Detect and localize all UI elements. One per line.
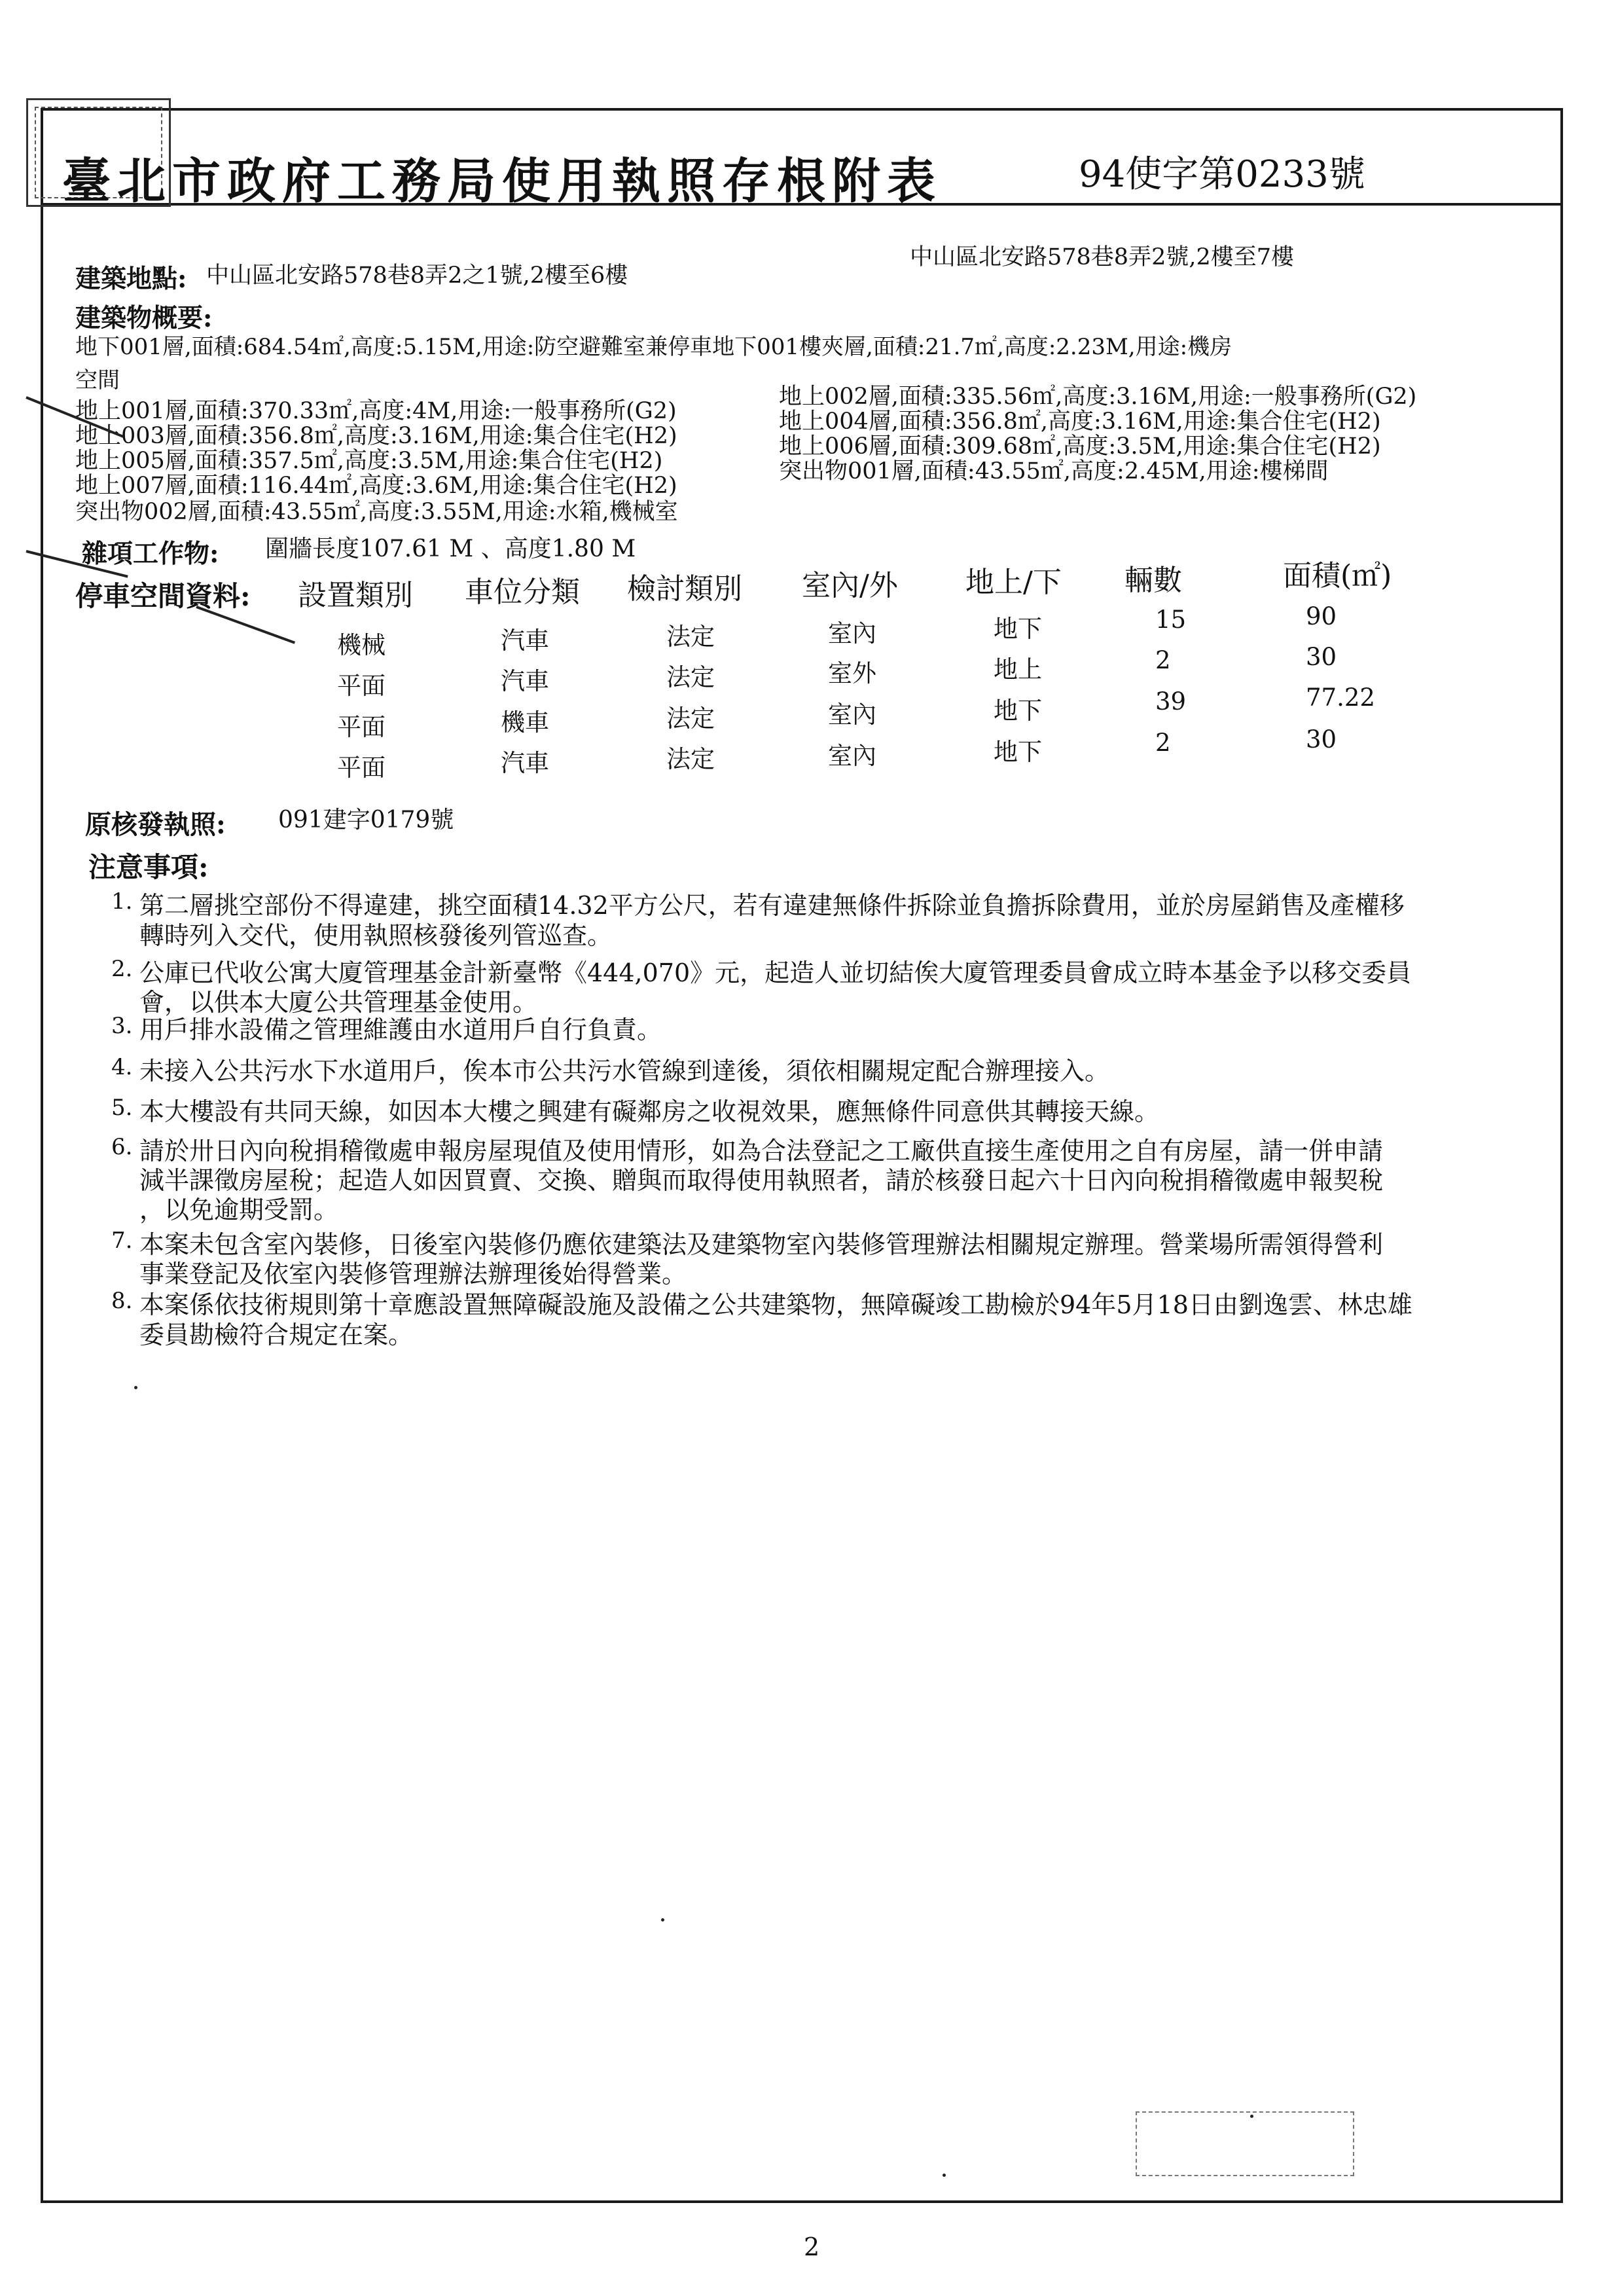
- parking-cell: 平面: [337, 754, 386, 782]
- document-title: 臺北市政府工務局使用執照存根附表: [62, 153, 942, 210]
- misc-work-label: 雜項工作物:: [82, 539, 219, 569]
- note-line: 減半課徵房屋稅；起造人如因買賣、交換、贈與而取得使用執照者，請於核發日起六十日內向稅捐稽徵處申報契稅: [139, 1166, 1384, 1195]
- summary-floor-right: 地上002層,面積:335.56㎡,高度:3.16M,用途:一般事務所(G2): [779, 384, 1417, 410]
- note-number: 8.: [111, 1288, 133, 1314]
- note-number: 7.: [111, 1228, 133, 1254]
- note-line: 委員勘檢符合規定在案。: [139, 1321, 414, 1349]
- parking-cell: 室外: [828, 659, 876, 687]
- note-number: 4.: [111, 1054, 133, 1080]
- summary-basement-cont: 空間: [75, 367, 120, 393]
- parking-cell: 室內: [828, 701, 876, 729]
- parking-cell: 77.22: [1306, 683, 1375, 712]
- page-number: 2: [804, 2232, 820, 2261]
- summary-label: 建築物概要:: [75, 303, 213, 333]
- note-line: 本大樓設有共同天線，如因本大樓之興建有礙鄰房之收視效果，應無條件同意供其轉接天線。: [139, 1097, 1160, 1126]
- scan-speck: [943, 2174, 946, 2177]
- scan-speck: [134, 1386, 137, 1389]
- parking-cell: 2: [1155, 729, 1171, 757]
- note-line: 公庫已代收公寓大廈管理基金計新臺幣《444,070》元，起造人並切結俟大廈管理委員會成立時本基金予以移交委員: [139, 958, 1412, 987]
- parking-cell: 2: [1155, 646, 1171, 674]
- site-address-1: 中山區北安路578巷8弄2之1號,2樓至6樓: [206, 263, 628, 289]
- parking-cell: 30: [1306, 725, 1337, 754]
- parking-header: 檢討類別: [627, 572, 742, 606]
- summary-floor-left: 突出物002層,面積:43.55㎡,高度:3.55M,用途:水箱,機械室: [75, 499, 678, 525]
- parking-header: 室內/外: [802, 569, 898, 602]
- summary-floor-left: 地上005層,面積:357.5㎡,高度:3.5M,用途:集合住宅(H2): [75, 448, 663, 474]
- original-permit-value: 091建字0179號: [278, 807, 454, 833]
- note-number: 5.: [111, 1095, 133, 1121]
- summary-floor-left: 地上003層,面積:356.8㎡,高度:3.16M,用途:集合住宅(H2): [75, 423, 677, 449]
- summary-floor-left: 地上001層,面積:370.33㎡,高度:4M,用途:一般事務所(G2): [75, 398, 677, 424]
- summary-floor-right: 地上006層,面積:309.68㎡,高度:3.5M,用途:集合住宅(H2): [779, 433, 1381, 460]
- note-number: 6.: [111, 1134, 133, 1160]
- note-line: 請於卅日內向稅捐稽徵處申報房屋現值及使用情形，如為合法登記之工廠供直接生產使用之自有房屋，請一併申請: [139, 1137, 1384, 1165]
- original-permit-label: 原核發執照:: [85, 809, 226, 840]
- note-number: 3.: [111, 1013, 133, 1039]
- parking-cell: 15: [1155, 606, 1187, 634]
- parking-header: 車位分類: [465, 575, 580, 609]
- seal-mark: [1136, 2111, 1354, 2176]
- misc-work-value: 圍牆長度107.61 M 、高度1.80 M: [265, 536, 636, 562]
- parking-cell: 機械: [337, 631, 386, 659]
- parking-cell: 汽車: [501, 627, 549, 655]
- parking-header: 設置類別: [298, 579, 413, 612]
- note-line: 本案未包含室內裝修，日後室內裝修仍應依建築法及建築物室內裝修管理辦法相關規定辦理。營業場所需領得營利: [139, 1230, 1384, 1259]
- site-label: 建築地點:: [75, 264, 187, 294]
- parking-cell: 法定: [666, 704, 715, 733]
- parking-cell: 室內: [828, 742, 876, 770]
- parking-cell: 室內: [828, 619, 876, 647]
- parking-header: 面積(㎡): [1283, 559, 1392, 592]
- parking-cell: 90: [1306, 602, 1337, 630]
- summary-floor-right: 突出物001層,面積:43.55㎡,高度:2.45M,用途:樓梯間: [779, 458, 1329, 484]
- note-line: 用戶排水設備之管理維護由水道用戶自行負責。: [139, 1015, 662, 1044]
- summary-basement: 地下001層,面積:684.54㎡,高度:5.15M,用途:防空避難室兼停車地下001樓夾層,面積:21.7㎡,高度:2.23M,用途:機房: [75, 334, 1232, 360]
- summary-floor-right: 地上004層,面積:356.8㎡,高度:3.16M,用途:集合住宅(H2): [779, 409, 1381, 435]
- parking-label: 停車空間資料:: [75, 580, 251, 612]
- note-line: 未接入公共污水下水道用戶，俟本市公共污水管線到達後，須依相關規定配合辦理接入。: [139, 1057, 1110, 1085]
- parking-cell: 平面: [337, 672, 386, 700]
- note-line: 事業登記及依室內裝修管理辦法辦理後始得營業。: [139, 1260, 687, 1288]
- parking-cell: 汽車: [501, 667, 549, 695]
- parking-cell: 地下: [994, 615, 1042, 643]
- parking-cell: 汽車: [501, 749, 549, 777]
- note-line: 轉時列入交代，使用執照核發後列管巡查。: [139, 921, 613, 950]
- parking-cell: 機車: [501, 708, 549, 737]
- parking-cell: 地下: [994, 738, 1042, 766]
- parking-header: 地上/下: [965, 566, 1062, 599]
- note-number: 1.: [111, 888, 133, 915]
- site-address-2: 中山區北安路578巷8弄2號,2樓至7樓: [910, 244, 1295, 270]
- note-line: 本案係依技術規則第十章應設置無障礙設施及設備之公共建築物，無障礙竣工勘檢於94年5月18日由劉逸雲、林忠雄: [139, 1290, 1412, 1319]
- scan-speck: [661, 1918, 664, 1922]
- parking-cell: 地上: [994, 655, 1042, 683]
- permit-number: 94使字第0233號: [1079, 153, 1365, 196]
- parking-cell: 法定: [666, 623, 715, 651]
- parking-cell: 平面: [337, 713, 386, 741]
- parking-cell: 30: [1306, 643, 1337, 671]
- note-line: 會，以供本大廈公共管理基金使用。: [139, 988, 538, 1017]
- parking-cell: 法定: [666, 745, 715, 773]
- parking-cell: 法定: [666, 663, 715, 691]
- parking-cell: 39: [1155, 687, 1187, 716]
- summary-floor-left: 地上007層,面積:116.44㎡,高度:3.6M,用途:集合住宅(H2): [75, 473, 677, 499]
- note-line: ，以免逾期受罰。: [139, 1195, 339, 1224]
- parking-cell: 地下: [994, 697, 1042, 725]
- notes-label: 注意事項:: [88, 851, 209, 883]
- parking-header: 輛數: [1124, 564, 1182, 597]
- note-number: 2.: [111, 956, 133, 982]
- note-line: 第二層挑空部份不得違建，挑空面積14.32平方公尺，若有違建無條件拆除並負擔拆除費用，並於房屋銷售及產權移: [139, 891, 1405, 920]
